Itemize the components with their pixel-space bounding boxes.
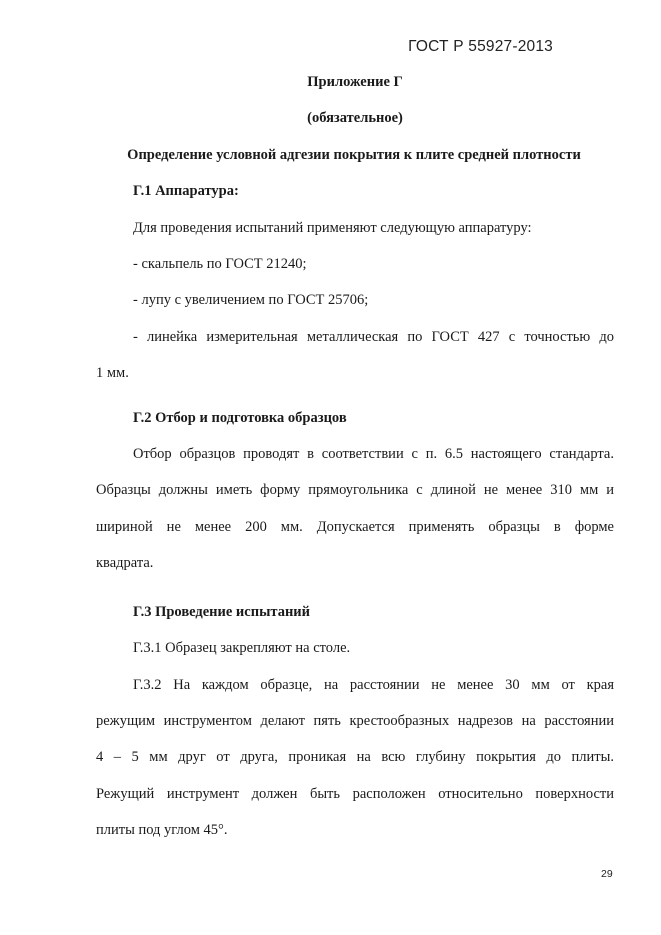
page-number: 29 (601, 868, 613, 880)
paragraph-line: Режущий инструмент должен быть расположен относительно поверхности (96, 785, 614, 802)
paragraph-line: Образцы должны иметь форму прямоугольника с длиной не менее 310 мм и (96, 482, 614, 499)
equipment-item-continuation: 1 мм. (96, 365, 129, 382)
paragraph-line: 4 – 5 мм друг от друга, проникая на всю глубину покрытия до плиты. (96, 749, 614, 766)
equipment-item: - скальпель по ГОСТ 21240; (133, 256, 307, 273)
paragraph-line: Отбор образцов проводят в соответствии с п. 6.5 настоящего стандарта. (133, 446, 614, 463)
equipment-item-line: - линейка измерительная металлическая по ГОСТ 427 с точностью до (133, 328, 614, 345)
section-g1-heading: Г.1 Аппаратура: (133, 183, 239, 200)
section-g2-paragraph (96, 436, 614, 582)
paragraph-line: режущим инструментом делают пять крестообразных надрезов на расстоянии (96, 712, 614, 729)
equipment-item (96, 319, 614, 355)
clause-g3-2 (96, 667, 614, 849)
standard-code-header: ГОСТ Р 55927-2013 (408, 38, 553, 55)
appendix-title: Определение условной адгезии покрытия к плите средней плотности (127, 146, 581, 163)
paragraph-line: Г.3.2 На каждом образце, на расстоянии не менее 30 мм от края (133, 676, 614, 693)
equipment-item: - лупу с увеличением по ГОСТ 25706; (133, 292, 369, 309)
section-g3-heading: Г.3 Проведение испытаний (133, 603, 311, 620)
section-g2-heading: Г.2 Отбор и подготовка образцов (133, 409, 347, 426)
paragraph-line: шириной не менее 200 мм. Допускается применять образцы в форме (96, 518, 614, 535)
appendix-status: (обязательное) (307, 110, 403, 127)
paragraph-line: квадрата. (96, 555, 154, 572)
document-body (96, 64, 614, 849)
paragraph-line: плиты под углом 45°. (96, 822, 228, 839)
clause-g3-1: Г.3.1 Образец закрепляют на столе. (133, 640, 351, 657)
appendix-label: Приложение Г (307, 74, 403, 90)
section-g1-intro: Для проведения испытаний применяют следующую аппаратуру: (133, 219, 532, 236)
